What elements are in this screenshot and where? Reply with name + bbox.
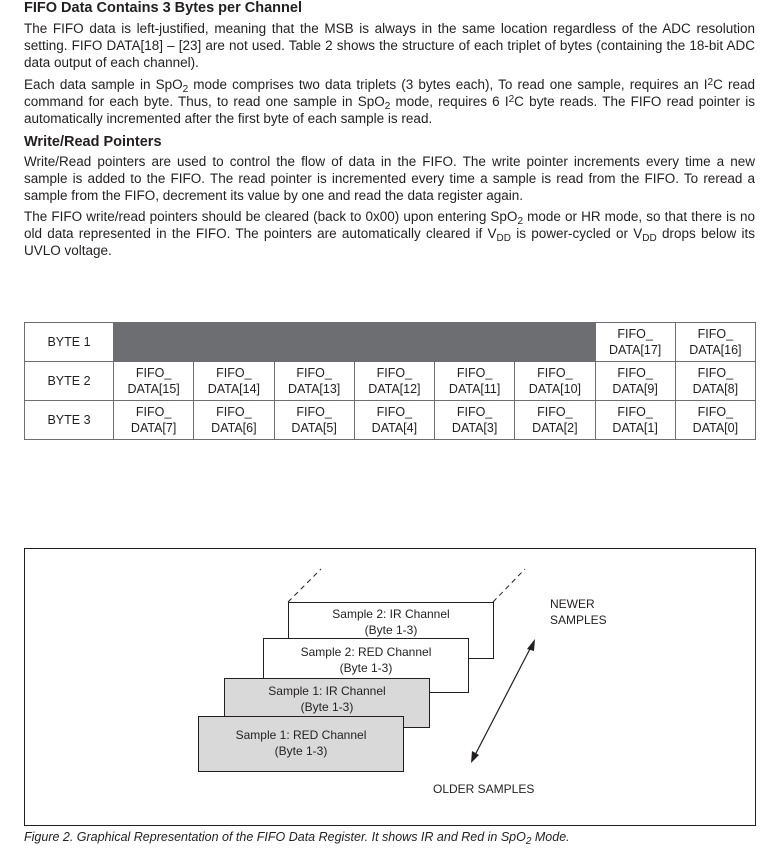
data-cell: [595, 401, 675, 440]
label-newer-samples: NEWER SAMPLES: [550, 597, 607, 627]
cell-prefix: FIFO_: [216, 366, 252, 380]
paragraph-data-sample: Each data sample in SpO$_2$ mode comprises two data triplets (3 bytes each), To read one sample, requires an $I^2C$ read command for each byte. Thus, to read one sample in SpO$_2$ mode, requires 6 $I^2C$ byte reads. The FIFO read pointer is automatically incremented after the first byte of each sample is read.: [24, 77, 755, 126]
cell-bits: DATA[17]: [608, 343, 662, 357]
figure-caption: Figure 2. Graphical Representation of the FIFO Data Register. It shows IR and Red in SpO$_2$ Mode.: [24, 830, 570, 847]
cell-prefix: FIFO_: [135, 405, 172, 419]
section-heading-pointers: Write/Read Pointers: [24, 134, 162, 150]
byte-row: [25, 401, 756, 440]
data-cell: [595, 362, 675, 401]
cell-bits: DATA[3]: [451, 421, 498, 435]
data-cell: [435, 401, 515, 440]
data-cell: [435, 362, 515, 401]
data-cell: [114, 401, 194, 440]
box-sample2-ir: Sample 2: IR Channel (Byte 1-3): [288, 602, 494, 659]
data-cell: [675, 323, 755, 362]
data-cell: [675, 362, 755, 401]
cell-prefix: FIFO_: [697, 366, 734, 380]
unused-cell: [435, 323, 515, 362]
paragraph-left-justified: The FIFO data is left-justified, meaning that the MSB is always in the same location regardless of the ADC resolution setting. FIFO DATA[18] – [23] are not used. Table 2 shows the structure of each triplet of bytes (containing the 18-bit ADC data output of each channel).: [24, 21, 755, 70]
fifo-figure: [24, 548, 756, 826]
cell-prefix: FIFO_: [537, 405, 573, 419]
unused-cell: [515, 323, 595, 362]
cell-prefix: FIFO_: [216, 405, 252, 419]
cell-prefix: FIFO_: [456, 366, 493, 380]
byte-label: BYTE 3: [25, 401, 114, 440]
cell-bits: DATA[10]: [528, 382, 582, 396]
cell-prefix: FIFO_: [697, 405, 734, 419]
data-cell: [595, 323, 675, 362]
cell-prefix: FIFO_: [537, 366, 573, 380]
cell-prefix: FIFO_: [617, 327, 653, 341]
byte-label: BYTE 2: [25, 362, 114, 401]
data-cell: [354, 362, 434, 401]
cell-prefix: FIFO_: [456, 405, 493, 419]
cell-bits: DATA[2]: [532, 421, 578, 435]
dashed-edge-right: [493, 569, 525, 602]
paragraph-pointers-cleared: The FIFO write/read pointers should be cleared (back to 0x00) upon entering SpO$_2$ mode or HR mode, so that there is no old data represented in the FIFO. The pointers are automatically cleared if $V_{DD}$ is power-cycled or $V_{DD}$ drops below its UVLO voltage.: [24, 209, 755, 258]
cell-bits: DATA[1]: [612, 421, 658, 435]
section-heading-fifo-data: FIFO Data Contains 3 Bytes per Channel: [24, 0, 302, 16]
paragraph-pointers: Write/Read pointers are used to control the flow of data in the FIFO. The write pointer increments every time a new sample is added to the FIFO. The read pointer is incremented every time a sample is read from the FIFO. To reread a sample from the FIFO, decrement its value by one and read the data register again.: [24, 154, 755, 203]
data-cell: [274, 401, 354, 440]
data-cell: [194, 401, 274, 440]
cell-bits: DATA[13]: [287, 382, 341, 396]
data-cell: [114, 362, 194, 401]
cell-bits: DATA[11]: [448, 382, 501, 396]
cell-prefix: FIFO_: [296, 366, 332, 380]
cell-prefix: FIFO_: [296, 405, 332, 419]
byte-row: [25, 362, 756, 401]
cell-bits: DATA[8]: [692, 382, 739, 396]
label-older-samples: OLDER SAMPLES: [433, 782, 535, 796]
arrow-shaft: [474, 645, 532, 757]
unused-cell: [194, 323, 274, 362]
data-cell: [675, 401, 755, 440]
arrow-head-down: [471, 751, 479, 763]
unused-cell: [114, 323, 194, 362]
cell-bits: DATA[5]: [291, 421, 337, 435]
cell-bits: DATA[9]: [612, 382, 658, 396]
cell-bits: DATA[7]: [130, 421, 177, 435]
cell-prefix: FIFO_: [376, 405, 413, 419]
cell-bits: DATA[4]: [371, 421, 418, 435]
cell-prefix: FIFO_: [617, 366, 653, 380]
cell-bits: DATA[12]: [368, 382, 421, 396]
cell-bits: DATA[15]: [127, 382, 180, 396]
box-sample1-red: Sample 1: RED Channel (Byte 1-3): [198, 716, 404, 772]
cell-prefix: FIFO_: [135, 366, 172, 380]
unused-cell: [354, 323, 434, 362]
data-cell: [274, 362, 354, 401]
data-cell: [515, 362, 595, 401]
arrow-head-up: [527, 639, 535, 651]
cell-bits: DATA[6]: [211, 421, 257, 435]
unused-cell: [274, 323, 354, 362]
cell-bits: DATA[0]: [692, 421, 739, 435]
data-cell: [194, 362, 274, 401]
byte-row: [25, 323, 756, 362]
box-sample2-red: Sample 2: RED Channel (Byte 1-3): [263, 638, 469, 693]
cell-prefix: FIFO_: [617, 405, 653, 419]
data-cell: [354, 401, 434, 440]
cell-bits: DATA[14]: [207, 382, 261, 396]
fifo-byte-table: [24, 322, 756, 440]
cell-bits: DATA[16]: [689, 343, 742, 357]
cell-prefix: FIFO_: [376, 366, 413, 380]
data-cell: [515, 401, 595, 440]
byte-label: BYTE 1: [25, 323, 114, 362]
cell-prefix: FIFO_: [697, 327, 734, 341]
box-sample1-ir: Sample 1: IR Channel (Byte 1-3): [224, 678, 430, 728]
dashed-edge-left: [288, 569, 321, 602]
